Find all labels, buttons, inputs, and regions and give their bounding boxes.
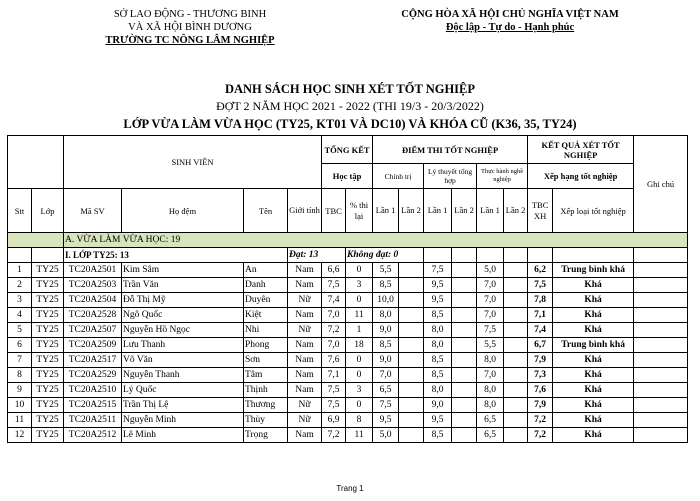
cell-ct2	[399, 278, 424, 293]
cell-gt: Nam	[288, 308, 322, 323]
col-lt-lan1: Lần 1	[424, 189, 452, 233]
school-name: TRƯỜNG TC NÔNG LÂM NGHIỆP	[105, 35, 275, 46]
cell-lop: TY25	[32, 383, 64, 398]
cell-ten: Trọng	[244, 428, 288, 443]
cell-th2	[504, 413, 528, 428]
doc-title: DANH SÁCH HỌC SINH XÉT TỐT NGHIỆP	[224, 82, 476, 96]
cell-gt: Nữ	[288, 323, 322, 338]
cell-thilai: 1	[346, 323, 373, 338]
cell-ct2	[399, 353, 424, 368]
col-th-lan1: Lần 1	[477, 189, 504, 233]
cell-tbcxh: 7,9	[528, 398, 553, 413]
cell-xl: Khá	[553, 413, 634, 428]
cell-ho: Ngô Quốc	[122, 308, 244, 323]
cell-stt: 3	[8, 293, 32, 308]
cell-lop: TY25	[32, 353, 64, 368]
cell-lt2	[452, 323, 477, 338]
header-thuc-hanh: Thực hành nghề nghiệp	[477, 164, 528, 189]
cell-th1: 7,0	[477, 293, 504, 308]
cell-tbcxh: 7,5	[528, 278, 553, 293]
doc-subtitle: ĐỢT 2 NĂM HỌC 2021 - 2022 (THI 19/3 - 20/3/2022)	[216, 99, 484, 113]
col-thi-lai: % thi lại	[346, 189, 373, 233]
cell-ma: TC20A2507	[64, 323, 122, 338]
cell-tbc: 7,0	[322, 308, 346, 323]
cell-ct1: 6,5	[373, 383, 399, 398]
cell-ghi-chu	[634, 293, 688, 308]
cell-tbc: 7,6	[322, 353, 346, 368]
cell-th2	[504, 353, 528, 368]
cell-gt: Nam	[288, 278, 322, 293]
cell-ct1: 9,0	[373, 323, 399, 338]
cell-tbc: 7,2	[322, 428, 346, 443]
passed-count: Đạt: 13	[288, 248, 346, 263]
cell-ghi-chu	[634, 278, 688, 293]
cell-th1: 5,5	[477, 338, 504, 353]
table-row	[8, 353, 688, 368]
table-row	[8, 263, 688, 278]
cell-xl: Khá	[553, 293, 634, 308]
cell-th2	[504, 368, 528, 383]
cell-ct2	[399, 293, 424, 308]
cell-stt: 6	[8, 338, 32, 353]
cell-lt2	[452, 428, 477, 443]
cell-stt: 5	[8, 323, 32, 338]
cell-ho: Lý Quốc	[122, 383, 244, 398]
cell-lt2	[452, 368, 477, 383]
table-row	[8, 383, 688, 398]
col-ma-sv: Mã SV	[64, 189, 122, 233]
col-ct-lan1: Lần 1	[373, 189, 399, 233]
cell-lt2	[452, 308, 477, 323]
cell-ct1: 7,0	[373, 368, 399, 383]
cell-tbc: 6,9	[322, 413, 346, 428]
cell-thilai: 0	[346, 368, 373, 383]
cell-stt: 12	[8, 428, 32, 443]
cell-stt: 1	[8, 263, 32, 278]
cell-tbc: 7,4	[322, 293, 346, 308]
cell-xl: Khá	[553, 383, 634, 398]
header-tong-ket: TỔNG KẾT	[322, 136, 373, 164]
col-ten: Tên	[244, 189, 288, 233]
cell-ct2	[399, 263, 424, 278]
cell-thilai: 0	[346, 398, 373, 413]
col-tbc: TBC	[322, 189, 346, 233]
cell-xl: Khá	[553, 368, 634, 383]
cell-th2	[504, 293, 528, 308]
cell-ct2	[399, 338, 424, 353]
col-stt: Stt	[8, 189, 32, 233]
table-row	[8, 338, 688, 353]
table-row	[8, 413, 688, 428]
cell-ten: Duyên	[244, 293, 288, 308]
cell-ct1: 7,5	[373, 398, 399, 413]
cell-lt2	[452, 278, 477, 293]
cell-ho: Đỗ Thị Mỹ	[122, 293, 244, 308]
cell-lt2	[452, 338, 477, 353]
table-row	[8, 428, 688, 443]
cell-th1: 8,0	[477, 398, 504, 413]
cell-ghi-chu	[634, 398, 688, 413]
cell-tbcxh: 7,2	[528, 428, 553, 443]
cell-ten: Thùy	[244, 413, 288, 428]
cell-ct1: 10,0	[373, 293, 399, 308]
cell-xl: Khá	[553, 428, 634, 443]
cell-tbcxh: 7,3	[528, 368, 553, 383]
cell-th1: 6,5	[477, 413, 504, 428]
col-xep-loai: Xếp loại tốt nghiệp	[553, 189, 634, 233]
cell-lt1: 9,5	[424, 413, 452, 428]
cell-ho: Võ Văn	[122, 353, 244, 368]
col-lop: Lớp	[32, 189, 64, 233]
cell-thilai: 3	[346, 383, 373, 398]
cell-gt: Nam	[288, 338, 322, 353]
cell-stt: 7	[8, 353, 32, 368]
cell-ma: TC20A2528	[64, 308, 122, 323]
issuer-line1: SỞ LAO ĐỘNG - THƯƠNG BINH	[113, 9, 267, 20]
cell-stt: 4	[8, 308, 32, 323]
cell-tbc: 7,5	[322, 383, 346, 398]
issuer-header	[70, 8, 310, 47]
cell-lt2	[452, 413, 477, 428]
cell-lop: TY25	[32, 293, 64, 308]
cell-th1: 6,5	[477, 428, 504, 443]
cell-ten: Thương	[244, 398, 288, 413]
table-row	[8, 368, 688, 383]
cell-ho: Kim Sâm	[122, 263, 244, 278]
cell-thilai: 18	[346, 338, 373, 353]
cell-ho: Nguyễn Thanh	[122, 368, 244, 383]
cell-ghi-chu	[634, 383, 688, 398]
cell-ma: TC20A2509	[64, 338, 122, 353]
cell-th2	[504, 338, 528, 353]
cell-thilai: 11	[346, 428, 373, 443]
cell-ma: TC20A2512	[64, 428, 122, 443]
cell-th1: 7,5	[477, 323, 504, 338]
col-th-lan2: Lần 2	[504, 189, 528, 233]
cell-ct2	[399, 323, 424, 338]
cell-ten: Nhi	[244, 323, 288, 338]
cell-lt1: 8,5	[424, 428, 452, 443]
cell-tbcxh: 6,7	[528, 338, 553, 353]
national-header	[360, 8, 660, 34]
cell-lt1: 9,5	[424, 293, 452, 308]
cell-gt: Nữ	[288, 293, 322, 308]
cell-ct1: 8,0	[373, 308, 399, 323]
cell-ghi-chu	[634, 353, 688, 368]
cell-tbc: 6,6	[322, 263, 346, 278]
cell-ten: An	[244, 263, 288, 278]
cell-ma: TC20A2517	[64, 353, 122, 368]
cell-th1: 5,0	[477, 263, 504, 278]
cell-ma: TC20A2515	[64, 398, 122, 413]
cell-ten: Tâm	[244, 368, 288, 383]
cell-th2	[504, 323, 528, 338]
cell-ct2	[399, 383, 424, 398]
cell-stt: 8	[8, 368, 32, 383]
cell-ct2	[399, 413, 424, 428]
cell-tbc: 7,5	[322, 398, 346, 413]
cell-xl: Khá	[553, 398, 634, 413]
cell-lt1: 8,0	[424, 383, 452, 398]
cell-ghi-chu	[634, 323, 688, 338]
col-tbc-xh: TBC XH	[528, 189, 553, 233]
cell-tbc: 7,5	[322, 278, 346, 293]
doc-class-title: LỚP VỪA LÀM VỪA HỌC (TY25, KT01 VÀ DC10) VÀ KHÓA CŨ (K36, 35, TY24)	[123, 117, 577, 131]
cell-ho: Nguyễn Hồ Ngọc	[122, 323, 244, 338]
cell-lop: TY25	[32, 398, 64, 413]
cell-ct1: 8,5	[373, 338, 399, 353]
national-motto: Độc lập - Tự do - Hạnh phúc	[445, 22, 575, 33]
cell-ct1: 8,5	[373, 278, 399, 293]
cell-ghi-chu	[634, 263, 688, 278]
cell-lop: TY25	[32, 428, 64, 443]
col-ho-dem: Họ đệm	[122, 189, 244, 233]
cell-lop: TY25	[32, 278, 64, 293]
cell-tbcxh: 7,6	[528, 383, 553, 398]
cell-ct2	[399, 398, 424, 413]
table-row	[8, 323, 688, 338]
cell-lt2	[452, 383, 477, 398]
header-chinh-tri: Chính trị	[373, 164, 424, 189]
cell-th2	[504, 383, 528, 398]
cell-ma: TC20A2504	[64, 293, 122, 308]
cell-ten: Thịnh	[244, 383, 288, 398]
cell-th2	[504, 278, 528, 293]
cell-ten: Phong	[244, 338, 288, 353]
cell-lt2	[452, 398, 477, 413]
section-i-label: I. LỚP TY25: 13	[64, 248, 288, 263]
cell-lop: TY25	[32, 368, 64, 383]
cell-tbcxh: 7,9	[528, 353, 553, 368]
cell-ct2	[399, 368, 424, 383]
cell-thilai: 3	[346, 278, 373, 293]
cell-lop: TY25	[32, 338, 64, 353]
cell-thilai: 0	[346, 263, 373, 278]
cell-tbc: 7,1	[322, 368, 346, 383]
cell-ma: TC20A2511	[64, 413, 122, 428]
table-row	[8, 293, 688, 308]
cell-lt1: 8,0	[424, 338, 452, 353]
cell-lop: TY25	[32, 308, 64, 323]
cell-ma: TC20A2510	[64, 383, 122, 398]
cell-tbc: 7,2	[322, 323, 346, 338]
table-row	[8, 398, 688, 413]
cell-ma: TC20A2503	[64, 278, 122, 293]
cell-tbcxh: 7,1	[528, 308, 553, 323]
cell-stt: 2	[8, 278, 32, 293]
cell-ho: Nguyễn Minh	[122, 413, 244, 428]
national-title: CỘNG HÒA XÃ HỘI CHỦ NGHĨA VIỆT NAM	[401, 9, 619, 20]
cell-ghi-chu	[634, 413, 688, 428]
cell-ghi-chu	[634, 308, 688, 323]
cell-th2	[504, 263, 528, 278]
cell-gt: Nữ	[288, 398, 322, 413]
cell-ct1: 5,0	[373, 428, 399, 443]
cell-ghi-chu	[634, 338, 688, 353]
header-diem-thi: ĐIỂM THI TỐT NGHIỆP	[373, 136, 528, 164]
page-number: Trang 1	[336, 484, 364, 493]
cell-stt: 9	[8, 383, 32, 398]
cell-lt1: 8,5	[424, 368, 452, 383]
failed-count: Không đạt: 0	[346, 248, 424, 263]
cell-ct1: 9,5	[373, 413, 399, 428]
cell-tbcxh: 7,2	[528, 413, 553, 428]
cell-ten: Danh	[244, 278, 288, 293]
header-ly-thuyet: Lý thuyết tổng hợp	[424, 164, 477, 189]
cell-ho: Lưu Thanh	[122, 338, 244, 353]
cell-th2	[504, 428, 528, 443]
cell-lt2	[452, 293, 477, 308]
header-ket-qua: KẾT QUẢ XÉT TỐT NGHIỆP	[528, 136, 634, 164]
cell-xl: Trung bình khá	[553, 263, 634, 278]
header-xep-hang: Xếp hạng tốt nghiệp	[528, 164, 634, 189]
cell-gt: Nam	[288, 263, 322, 278]
cell-gt: Nữ	[288, 413, 322, 428]
col-ct-lan2: Lần 2	[399, 189, 424, 233]
section-a-label: A. VỪA LÀM VỪA HỌC: 19	[64, 233, 688, 248]
graduation-table	[7, 135, 688, 443]
cell-ho: Lê Minh	[122, 428, 244, 443]
cell-ho: Trần Thị Lệ	[122, 398, 244, 413]
cell-ghi-chu	[634, 428, 688, 443]
cell-tbcxh: 7,4	[528, 323, 553, 338]
cell-th1: 8,0	[477, 353, 504, 368]
cell-ho: Trần Văn	[122, 278, 244, 293]
col-gioi-tinh: Giới tính	[288, 189, 322, 233]
cell-lt1: 9,5	[424, 278, 452, 293]
cell-gt: Nam	[288, 353, 322, 368]
cell-ten: Kiệt	[244, 308, 288, 323]
col-lt-lan2: Lần 2	[452, 189, 477, 233]
cell-lt1: 8,0	[424, 323, 452, 338]
cell-ma: TC20A2529	[64, 368, 122, 383]
cell-xl: Khá	[553, 353, 634, 368]
cell-tbc: 7,0	[322, 338, 346, 353]
header-hoc-tap: Học tập	[322, 164, 373, 189]
cell-ct1: 9,0	[373, 353, 399, 368]
cell-stt: 10	[8, 398, 32, 413]
cell-ct2	[399, 428, 424, 443]
cell-lt1: 8,5	[424, 308, 452, 323]
cell-xl: Khá	[553, 278, 634, 293]
cell-thilai: 0	[346, 293, 373, 308]
cell-lop: TY25	[32, 413, 64, 428]
cell-lop: TY25	[32, 263, 64, 278]
cell-gt: Nam	[288, 368, 322, 383]
cell-ma: TC20A2501	[64, 263, 122, 278]
cell-gt: Nam	[288, 383, 322, 398]
cell-ct2	[399, 308, 424, 323]
cell-lt2	[452, 263, 477, 278]
cell-th2	[504, 308, 528, 323]
cell-th2	[504, 398, 528, 413]
header-blank	[8, 136, 64, 189]
cell-lt1: 8,5	[424, 353, 452, 368]
cell-gt: Nam	[288, 428, 322, 443]
cell-lt2	[452, 353, 477, 368]
issuer-line2: VÀ XÃ HỘI BÌNH DƯƠNG	[128, 22, 252, 33]
table-row	[8, 278, 688, 293]
cell-tbcxh: 6,2	[528, 263, 553, 278]
cell-ct1: 5,5	[373, 263, 399, 278]
header-ghi-chu: Ghi chú	[634, 136, 688, 233]
cell-th1: 7,0	[477, 308, 504, 323]
table-row	[8, 308, 688, 323]
cell-stt: 11	[8, 413, 32, 428]
cell-xl: Khá	[553, 323, 634, 338]
cell-xl: Trung bình khá	[553, 338, 634, 353]
cell-th1: 7,0	[477, 278, 504, 293]
cell-th1: 7,0	[477, 368, 504, 383]
cell-lt1: 7,5	[424, 263, 452, 278]
cell-lt1: 9,0	[424, 398, 452, 413]
cell-tbcxh: 7,8	[528, 293, 553, 308]
cell-thilai: 0	[346, 353, 373, 368]
cell-ghi-chu	[634, 368, 688, 383]
cell-xl: Khá	[553, 308, 634, 323]
header-sinh-vien: SINH VIÊN	[64, 136, 322, 189]
cell-ten: Sơn	[244, 353, 288, 368]
cell-thilai: 11	[346, 308, 373, 323]
cell-thilai: 8	[346, 413, 373, 428]
cell-th1: 8,0	[477, 383, 504, 398]
cell-lop: TY25	[32, 323, 64, 338]
